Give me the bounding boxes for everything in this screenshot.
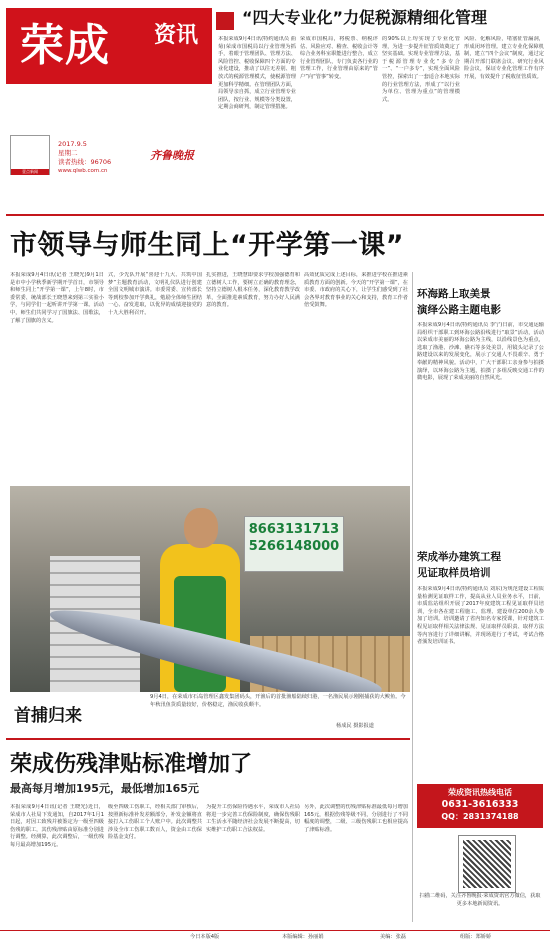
top-article-col1: 本报荣成9月4日讯(特约通讯员 曲菊)荣成市国税局以行业管理为抓手，着眼于管理团队、管理方法、风险管控、税收保障四个方面的专业化建设，推动了以往无差别、粗放式的税源管理模式，使税源管理更加科学精细。在管理团队方面，局领导亲自抓，成立行业管理专业团队，按行业、规模等分类设置，定期会商研判，制定管理措施。	[218, 36, 296, 111]
main-article-col3: 扎实推进，王晓慧即要求学校加强德育和立德树人工作，要树立正确的教育理念，坚持立德树人根本任务，深化教育教学改革，全面推进素质教育，努力办好人民满意的教育。	[206, 272, 300, 309]
footer-editor: 本版编辑：孙丽娟	[282, 934, 324, 940]
photo-caption: 9月4日，在荣成市石岛管理区鑫发集团码头，开渔后的首批渔船陆续归港，一名渔民展示刚刚捕获的大鲅鱼。今年秋汛鱼货质量较好，价格稳定，渔民收获颇丰。	[150, 694, 406, 708]
bottom-article-subhead: 最高每月增加195元，最低增加165元	[10, 782, 199, 795]
right-article1-headline-line2: 演绎公路主题电影	[417, 304, 501, 316]
footer-layout: 组版：郑娇娇	[460, 934, 492, 940]
top-article-headline: “四大专业化”力促税源精细化管理	[242, 8, 488, 27]
promo-phone[interactable]: 0631-3616333	[441, 799, 519, 810]
masthead	[0, 0, 215, 182]
photo-credit: 杨成民 摄影报道	[336, 723, 374, 729]
right-article1-body: 本报荣成9月4日讯(特约通讯员 李宁)日前，市交通运输局组织干部职工到环海公路沿线进行“取景”活动，活动以荣成市美丽的环海公路为主线，以沿线景色为重点，选取了渔港、沙滩、礁石等多处美景，用镜头记录了公路建设以来的发展变化，展示了交通人不畏艰辛、勇于奉献的精神风貌。活动中，广大干部职工亲身参与拍摄演绎，以环海公路为主题，拍摄了多组反映交通工作的微电影，展现了荣成美丽的自然风光。	[417, 322, 544, 382]
bottom-article-col1: 本报荣成9月4日讯(记者 王晓光)近日，荣成市人社局下发通知，自2017年1月1日起，对因工致残并被鉴定为一级至四级伤残的职工，其伤残津贴由原标准分别进行调整。经测算，此次调整后，一级伤残每月最高增加195元。	[10, 804, 104, 848]
photo-phone-sign	[244, 516, 344, 572]
section-marker	[216, 12, 234, 30]
bottom-article-col4: 另外，此次调整的伤残津贴标准最低每月增加165元，根据伤残等级不同，分别进行了不同幅度的调整，二级、三级伤残职工也相应提高了津贴标准。	[304, 804, 408, 833]
photo-sign-line2: 5266148000	[248, 539, 340, 554]
qr-code-small	[10, 135, 50, 175]
footer-pages: 今日本版4版	[190, 934, 220, 940]
issue-date: 2017.9.5	[58, 140, 87, 148]
page-footer	[0, 930, 550, 944]
photo-sign-line1: 8663131713	[248, 522, 340, 537]
right-article2-headline	[417, 549, 501, 581]
issue-weekday: 星期二	[58, 149, 78, 157]
right-article1-headline	[417, 286, 501, 318]
news-photo	[10, 486, 410, 692]
photo-head	[184, 508, 218, 548]
qr-text: 扫描二维码，关注齐鲁晚报·荣成资讯官方微信，获取更多本地新闻资讯。	[419, 893, 541, 907]
footer-designer: 美编：张磊	[380, 934, 406, 940]
main-article-col4: 高效优质完成上述目标，来推进学校在推进素质教育方面的创新。今天的“开学第一课”，在市委、市政府的关心下，让学生们感受到了社会各界对教育事业的关心和支持，教育工作者倍受鼓舞。	[304, 272, 408, 309]
logo-title: 荣成	[20, 20, 110, 71]
promo-title: 荣成资讯热线电话	[448, 788, 512, 797]
main-article-col2: 式，少先队开展“喜迎十九大、共筑中国梦”主题教育活动，文明礼仪队进行创建全国文明城市演讲。市委常委、宣传部长等到校参加开学典礼，勉励全体师生团结一心、奋发进取，以优异的成绩迎接党的十九大胜利召开。	[108, 272, 202, 316]
bottom-article-col2: 级至四级工伤职工，经相关部门审核后，按照新标准补发差额部分，补发金额将直接打入工伤职工个人账户中。此次调整共涉及全市工伤职工数百人，资金由工伤保险基金支付。	[108, 804, 202, 841]
top-article-col4: 风险、化解风险，堵塞征管漏洞，形成闭环管理。建立专业化保障机制，建立“四个会议”制度，通过定期召开部门联席会议、研究行业风险会议，保证专业化管理工作有序开展，有效提升了税收征管质效。	[464, 36, 544, 80]
right-article2-body: 本报荣成9月4日讯(特约通讯员 刘东)为规范建设工程质量检测见证取样工作，提高从业人员业务水平，日前，市质监站组织开展了2017年度建筑工程见证取样员培训，全市各在建工程施工、监理、建设单位200余人参加了培训。培训邀请了省内知名专家授课，针对建筑工程见证取样相关法律法规、见证取样员职责、取样方法等内容进行了详细讲解，并现场进行了考试，考试合格者颁发培训证书。	[417, 586, 544, 646]
right-article2-headline-line1: 荣成举办建筑工程	[417, 551, 501, 563]
reader-hotline: 读者热线：96706	[58, 158, 112, 166]
top-article-col3: 的90%以上均实现了专业化管理，为进一步提升征管质效奠定了坚实基础。实现专业管理方法，基于税源管理专业化“多专合一”、“一户多专”，实现全面风险管控，探索出了一套适合本地实际的行业管理方法，形成了“以行业为单位、管理为重点”的管理模式。	[382, 36, 460, 103]
photo-headline: 首捕归来	[14, 706, 82, 726]
promo-qq[interactable]: QQ：2831374188	[441, 812, 519, 821]
divider	[6, 738, 410, 740]
masthead-info	[58, 140, 111, 176]
right-article1-headline-line1: 环海路上取美景	[417, 288, 491, 300]
logo-block	[6, 8, 212, 84]
top-article-col2: 荣成市国税局，将税票、纳税评估、风险应对、稽查、税收会计等综合业务科室职能进行整合，成立行业管理团队，专门负责各行业的管理工作，行业管理由原来的“管户”向“管事”转变。	[300, 36, 378, 80]
main-article-headline: 市领导与师生同上“开学第一课”	[10, 230, 404, 261]
qr-code-large[interactable]	[458, 835, 516, 893]
website-url[interactable]: www.qlwb.com.cn	[58, 168, 108, 174]
paper-name: 齐鲁晚报	[150, 149, 194, 162]
right-article2-headline-line2: 见证取样员培训	[417, 567, 491, 579]
logo-subtitle: 资讯	[154, 23, 199, 48]
hotline-promo	[417, 784, 543, 828]
qr-label: 壹点新闻	[11, 169, 49, 175]
bottom-article-col3: 为提升工伤保险待遇水平，荣成市人社局将进一步完善工伤保险制度，确保伤残职工生活水平随经济社会发展不断提高，切实维护工伤职工合法权益。	[206, 804, 300, 833]
column-rule	[412, 272, 413, 922]
main-article-col1: 本报荣成9月4日讯(记者 王晓光)9月1日是市中小学秋季新学期开学首日，市领导和师生同上“开学第一课”，上午8时，市委常委、统战部长王晓慧来到第三实验小学，与同学们一起听讲开学第一课。活动中，师生们共同学习了国旗法、国歌法，了解了国旗的含义。	[10, 272, 104, 324]
divider	[6, 214, 544, 216]
bottom-article-headline: 荣成伤残津贴标准增加了	[10, 752, 253, 777]
